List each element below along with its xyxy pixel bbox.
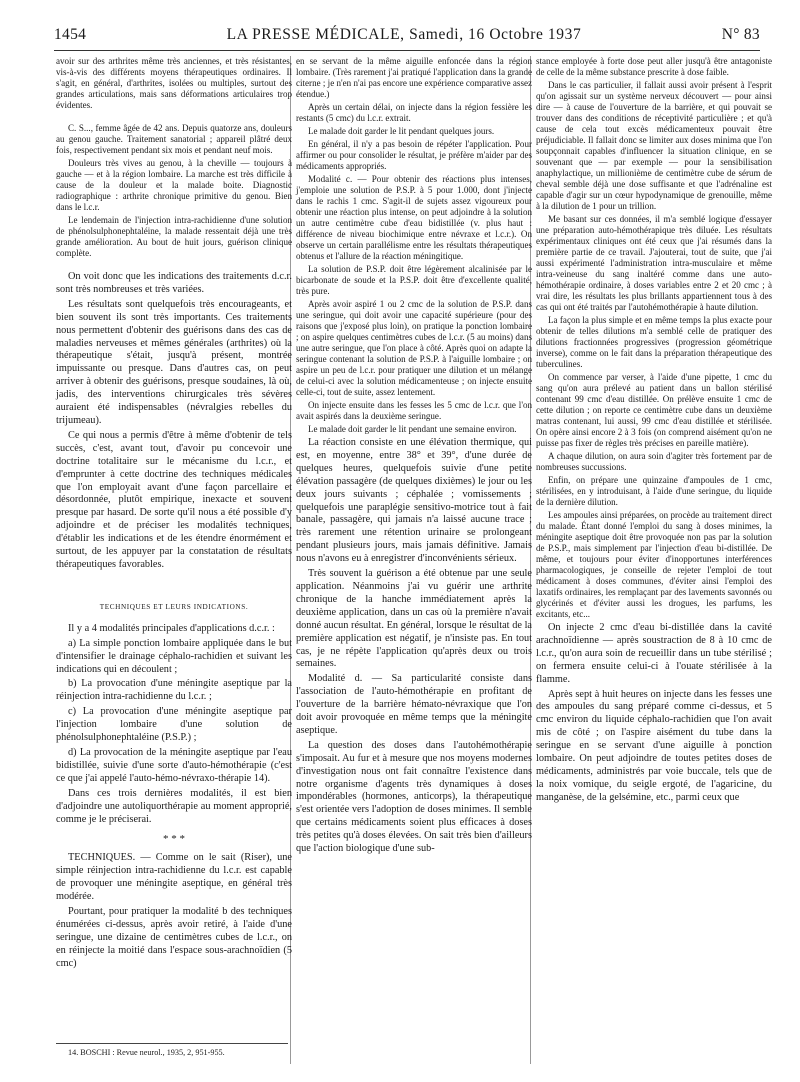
paragraph: On injecte ensuite dans les fesses les 5 cmc de l.c.r. que l'on avait aspirés dans la deuxième seringue.: [296, 400, 532, 421]
paragraph: Après sept à huit heures on injecte dans les fesses une des ampoules du sang préparé comme ci-dessus, et 5 cmc environ du liquide céphalo-rachidien que l'on avait mis de côté ; on l'aspire aisément du tube dans la seringue en se servant d'une aiguille à ponction lombaire. On peut adjoindre de toutes petites doses de médicaments, administrés par voie buccale, tels que de la noix vomique, du seigle ergoté, de l'agaricine, du manganèse, de la gelsémine, etc., parmi ceux que: [536, 688, 772, 803]
issue-number: N° 83: [721, 26, 760, 43]
paragraph: On commence par verser, à l'aide d'une pipette, 1 cmc du sang qu'on aura prélevé au patient dans un ballon stérilisé contenant 99 cmc d'eau distillée. On prélève ensuite 1 cmc de cette dilution ; on reporte ce centimètre cube dans un deuxième matras contenant, lui aussi, 99 cmc d'eau distillée et stérilisée. On opère ainsi encore 2 à 3 fois (on comprend aisément qu'on ne puisse pas fixer de règles très précises en pareille matière).: [536, 372, 772, 448]
paragraph: La question des doses dans l'autohémothérapie s'imposait. Au fur et à mesure que nos moyens modernes d'investigation nous ont fait connaître l'existence dans notre organisme d'agents très dynamiques à doses impondérables (hormones, anticorps), la thérapeutique s'est orientée vers l'adoption de doses minimes. Il semble que certains médicaments soient plus efficaces à doses très petites qu'à doses élevées. On sait très bien d'ailleurs que l'action biologique d'une sub-: [296, 739, 532, 855]
paragraph: Pourtant, pour pratiquer la modalité b des techniques énumérées ci-dessus, après avoir retiré, à l'aide d'une seringue, une dizaine de centimètres cubes de l.c.r., on en réinjecte la moitié dans l'espace sous-arachnoïdien (5 cmc): [56, 906, 292, 969]
paragraph: Les ampoules ainsi préparées, on procède au traitement direct du malade. Étant donné l'emploi du sang à doses minimes, la méningite aseptique doit être provoquée non pas par la solution de P.S.P., mais simplement par l'injection d'eau bi-distillée. De même, et toujours pour éviter d'inopportunes interférences pharmacologiques, je conseille de rejeter l'emploi de tout médicament à doses communes, d'éviter ainsi l'emploi des laxatifs ordinaires, les remplaçant par des lavements savonnés ou glycérinés et d'éviter aussi les drogues, les parfums, les excitants, etc...: [536, 510, 772, 619]
paragraph: stance employée à forte dose peut aller jusqu'à être antagoniste de celle de la même substance prescrite à dose faible.: [536, 56, 772, 77]
paragraph: La solution de P.S.P. doit être légèrement alcalinisée par le bicarbonate de soude et la P.S.P. doit être d'excellente qualité, très pure.: [296, 264, 532, 296]
paragraph: Après avoir aspiré 1 ou 2 cmc de la solution de P.S.P. dans une seringue, qui doit avoir une capacité supérieure (pour des raisons que j'exposé plus loin), on pratique la ponction lombaire ; on aspire quelques centimètres cubes de l.c.r. (5 au moins) dans une autre seringue, que l'on place à côté. Après quoi on adapte la seringue contenant la solution de P.S.P. à l'aiguille lombaire ; on aspire un peu de l.c.r. pour pratiquer une dilution et un mélange de celui-ci avec la solution médicamenteuse ; on injecte ensuite celle-ci, tout de suite, assez lentement.: [296, 299, 532, 397]
paragraph: Ce qui nous a permis d'être à même d'obtenir de tels succès, c'est, avant tout, d'avoir pu concevoir une doctrine totalitaire sur le mécanisme du l.c.r., et d'emprunter à cette doctrine des techniques médicales que l'on employait avant d'une façon parcellaire et désordonnée, plutôt empirique, inexacte et souvent presque par hasard. De sorte qu'il nous a été possible d'y adjoindre et de préciser les modalités techniques, d'établir les indications et de les étendre énormément et surtout, de les appuyer par la constatation de résultats thérapeutiques favorables.: [56, 429, 292, 570]
paragraph: Modalité d. — Sa particularité consiste dans l'association de l'auto-hémothérapie en profitant de l'ouverture de la barrière hémato-névraxique que l'on doit avoir provoquée en même temps que la méningite aseptique.: [296, 673, 532, 736]
section-heading: TECHNIQUES ET LEURS INDICATIONS.: [99, 602, 249, 611]
case-report: C. S..., femme âgée de 42 ans. Depuis quatorze ans, douleurs au genou gauche. Traitement sanatorial ; appareil plâtré deux fois, respectivement pendant six mois et pendant neuf mois.: [56, 123, 292, 155]
journal-title: LA PRESSE MÉDICALE, Samedi, 16 Octobre 1937: [226, 26, 582, 43]
paragraph: On injecte 2 cmc d'eau bi-distillée dans la cavité arachnoïdienne — après soustraction de 8 à 10 cmc de l.c.r., qu'on aura soin de recueillir dans un tube stérilisé ; on fermera ensuite celui-ci à l'ouate stérilisée à la flamme.: [536, 622, 772, 685]
list-item: c) La provocation d'une méningite aseptique par l'injection lombaire d'une solution de phénolsulphonephtaléine (P.S.P.) ;: [56, 706, 292, 744]
section-separator: * * *: [163, 833, 185, 846]
paragraph: Le malade doit garder le lit pendant quelques jours.: [308, 126, 495, 136]
column-2: [296, 56, 532, 858]
page-header: [54, 26, 760, 48]
paragraph: Le malade doit garder le lit pendant une semaine environ.: [308, 424, 517, 434]
header-rule: [54, 50, 760, 51]
paragraph: Enfin, on prépare une quinzaine d'ampoules de 1 cmc, stérilisées, en y introduisant, à l'aide d'une seringue, du liquide de la dernière dilution.: [536, 475, 772, 507]
column-1: [56, 56, 292, 973]
paragraph: Très souvent la guérison a été obtenue par une seule application. Néanmoins j'ai vu guérir une arthrite chronique de la hanche immédiatement après la deuxième application, dans un cas où la première n'avait donné aucun résultat. En général, lorsque le résultat de la première application est négatif, je n'insiste pas. En tout cas, je ne répète l'application qu'après deux ou trois semaines.: [296, 568, 532, 670]
paragraph: TECHNIQUES. — Comme on le sait (Riser), une simple réinjection intra-rachidienne du l.c.r. est capable de provoquer une méningite aseptique, en général très modérée.: [56, 852, 292, 903]
paragraph: A chaque dilution, on aura soin d'agiter très fortement par de nombreuses succussions.: [536, 451, 772, 472]
case-report: Le lendemain de l'injection intra-rachidienne d'une solution de phénolsulphonephtaléine, la malade ressentait déjà une très grande amélioration. Au bout de huit jours, guérison clinique complète.: [56, 215, 292, 258]
list-item: d) La provocation de la méningite aseptique par l'eau bidistillée, suivie d'une sorte d'auto-hémothérapie (c'est ce que j'ai appelé l'auto-hémo-névraxo-thérapie 14).: [56, 747, 292, 784]
list-item: b) La provocation d'une méningite aseptique par la réinjection intra-rachidienne du l.c.r. ;: [56, 678, 292, 703]
paragraph: Modalité c. — Pour obtenir des réactions plus intenses, j'emploie une solution de P.S.P. à 5 pour 1.000, dont j'injecte dans le rachis 1 cmc. S'agit-il de sujets assez vigoureux pour obtenir une réaction plus intense, on peut adjoindre à la solution un autre centimètre cube d'eau bidistillée (v. plus haut : différence de niveau biochimique entre névraxe et l.c.r.). On observe un certain parallélisme entre les résultats thérapeutiques obtenus et l'allure de la réaction méningitique.: [296, 174, 532, 261]
paragraph: Les résultats sont quelquefois très encourageants, et bien souvent ils sont très importants. Ces traitements nous permettent d'obtenir des guérisons dans des cas de maladies nerveuses et mêmes générales (arthrites) où la thérapeutique s'était, jusqu'à présent, montrée impuissante ou presque. Dans d'autres cas, on peut arriver à obtenir des guérisons, presque soudaines, là où, jadis, des interventions chirurgicales très sévères auraient été indispensables (névralgies rebelles du trijumeau).: [56, 298, 292, 426]
case-report: Douleurs très vives au genou, à la cheville — toujours à gauche — et à la région lombaire. La marche est très difficile à cause de la douleur et la malade boite. Diagnostic radiographique : arthrite chronique primitive du genou. Bien dans le l.c.r.: [56, 158, 292, 212]
paragraph: en se servant de la même aiguille enfoncée dans la région lombaire. (Très rarement j'ai pratiqué l'application dans la grande citerne ; je n'en n'ai pas encore une expérience comparative assez étendue.): [296, 56, 532, 99]
paragraph: On voit donc que les indications des traitements d.c.r. sont très nombreuses et très variées.: [56, 271, 292, 295]
paragraph: Dans le cas particulier, il fallait aussi avoir présent à l'esprit qu'on agissait sur un système nerveux découvert — pour ainsi dire — à cause de l'ouverture de la barrière, et qui pouvait se trouver dans des conditions de réceptivité particulière ; et qu'à cause de cela tout excès médicamenteux pouvait être préjudiciable. Il fallait donc se limiter aux doses minima que l'on soupçonnait capables d'influencer la situation clinique, en se souvenant que — par exemple — pour la sensibilisation anaphylactique, un millionième de centimètre cube de sérum de cheval semble déjà une dose suffisante et que l'adrénaline est capable d'agir sur un cœur hypodynamique de grenouille, même à la dilution de 1 pour un trillion.: [536, 80, 772, 211]
paragraph: Me basant sur ces données, il m'a semblé logique d'essayer une préparation auto-hémothérapique très diluée. Les résultats expérimentaux cliniques ont été ceux que j'ai résumés dans la première partie de ce travail. J'ajouterai, tout de suite, que j'ai aussi expérimenté l'administration intra-musculaire et même intra-veineuse du sang inaltéré comme dans une auto-hémothérapie ordinaire, à doses variables entre 2 et 20 cmc ; à vrai dire, les résultats les plus brillants appartiennent tous à des cas qui ont été traités par l'autohémothérapie à haute dilution.: [536, 214, 772, 312]
paragraph: Après un certain délai, on injecte dans la région fessière les restants (5 cmc) du l.c.r. extrait.: [296, 102, 532, 123]
paragraph: Dans ces trois dernières modalités, il est bien d'adjoindre une autoliquorthérapie au moment approprié, comme je le préciserai.: [56, 787, 292, 825]
list-item: a) La simple ponction lombaire appliquée dans le but d'intensifier le drainage céphalo-rachidien et suivant les indications qui en découlent ;: [56, 637, 292, 675]
paragraph: La réaction consiste en une élévation thermique, qui est, en moyenne, entre 38° et 39°, d'une durée de quelques heures, quelquefois suivie d'une petite élévation passagère (de quelques dixièmes) le jour ou les deux jours suivants ; céphalée ; vomissements ; quelquefois une paraplégie sensitivo-motrice tout à fait banale, passagère, qui jamais n'a laissé aucune trace ; très rarement une rétention urinaire se prolongeant pendant plusieurs jours, mais jamais définitive. Jamais nous n'avons eu à enregistrer d'inconvénients sérieux.: [296, 437, 532, 565]
footnote: 14. BOSCHI : Revue neurol., 1935, 2, 951-955.: [56, 1043, 288, 1057]
column-3: [536, 56, 772, 807]
paragraph: avoir sur des arthrites même très anciennes, et très résistantes, vis-à-vis des différents moyens thérapeutiques ordinaires. Il s'agit, en général, d'arthrites, isolées ou multiples, surtout des grandes articulations, mais sans déformations articulaires trop évidentes.: [56, 56, 292, 110]
page-number: 1454: [54, 26, 87, 43]
paragraph: La façon la plus simple et en même temps la plus exacte pour obtenir de telles dilutions m'a semblé celle de pratiquer des dilutions fractionnées progressives (progression géométrique inverse), comme on le fait dans la préparation thérapeutique des tuberculines.: [536, 315, 772, 369]
paragraph: Il y a 4 modalités principales d'applications d.c.r. :: [68, 622, 275, 634]
paragraph: En général, il n'y a pas besoin de répéter l'application. Pour affirmer ou pour consolider le résultat, je préfère m'aider par des médicaments appropriés.: [296, 139, 532, 171]
